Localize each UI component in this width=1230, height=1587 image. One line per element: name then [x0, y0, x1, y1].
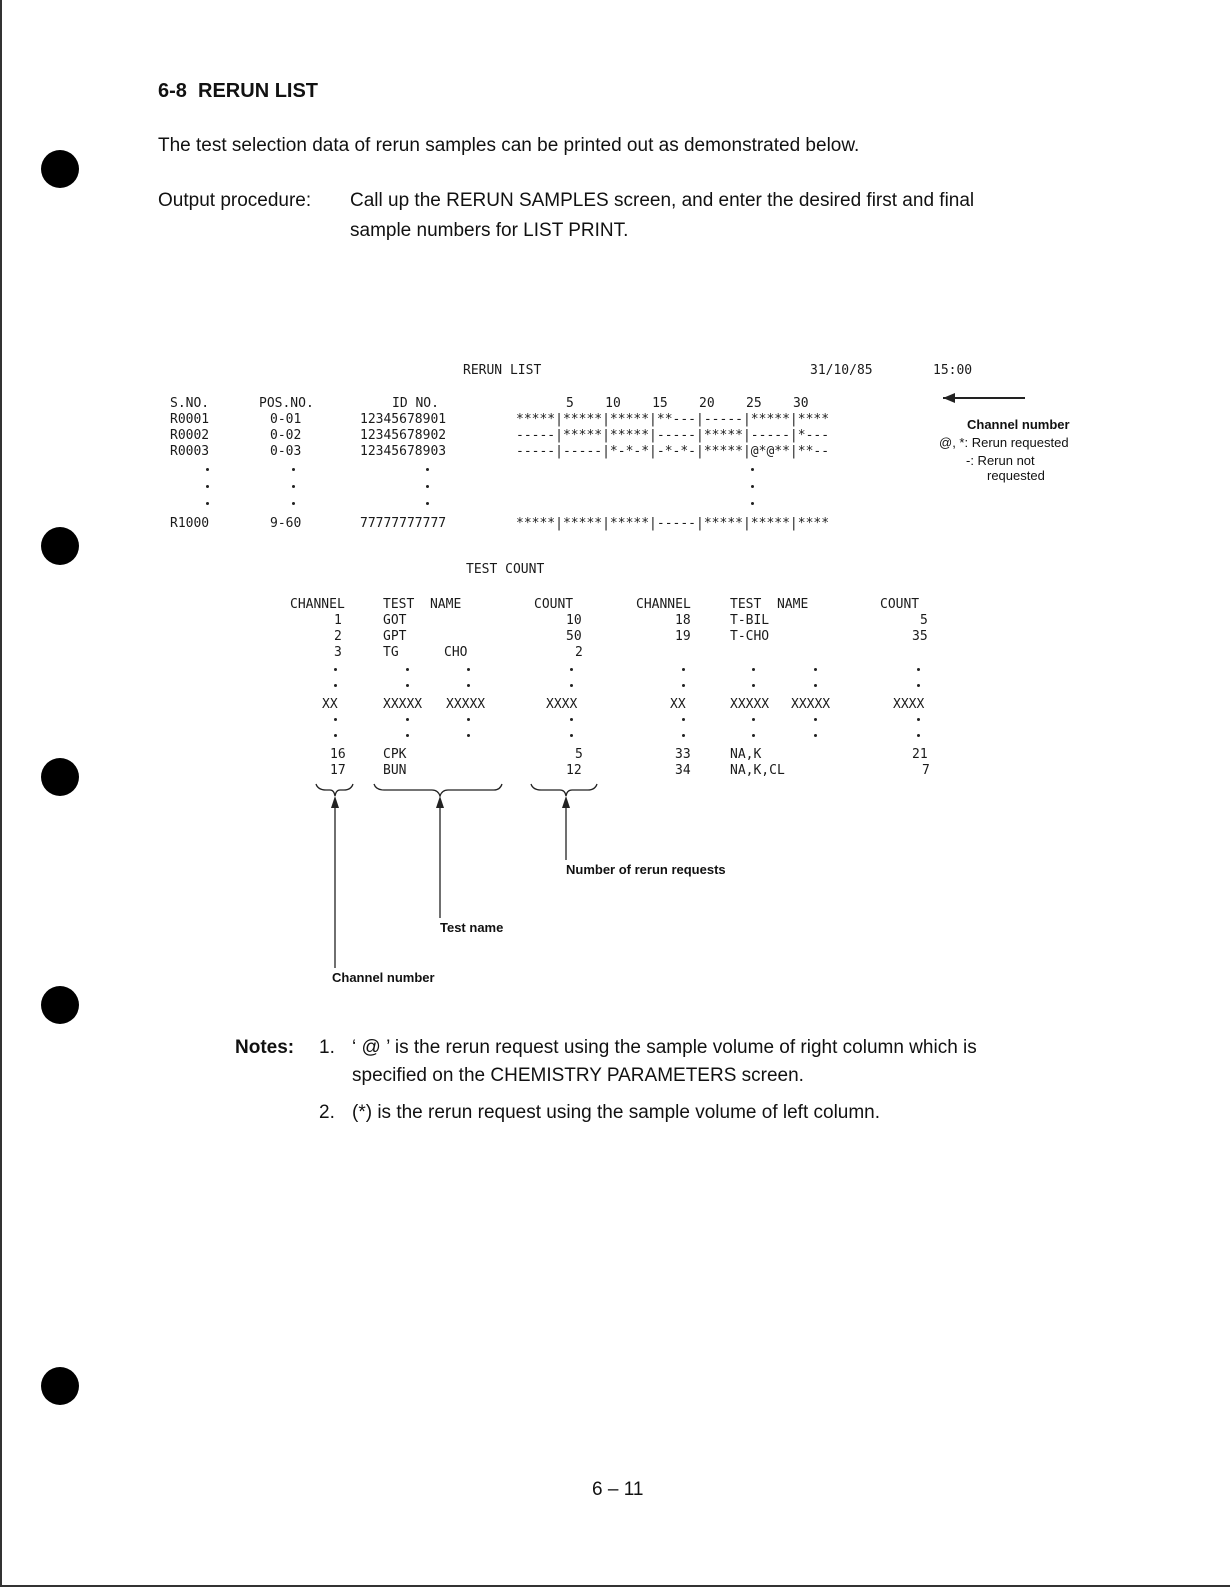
left-ch: 16	[330, 747, 346, 762]
left-header-count: COUNT	[534, 597, 574, 612]
ellipsis-dot	[814, 718, 817, 721]
row-pattern: *****|*****|*****|**---|-----|*****|****	[516, 412, 830, 427]
callout-rerun-requests: Number of rerun requests	[566, 862, 726, 877]
ellipsis-dot	[751, 502, 754, 505]
ellipsis-dot	[752, 718, 755, 721]
left-count: 10	[566, 613, 582, 628]
ellipsis-dot	[406, 718, 409, 721]
right-name: NA,K,CL	[730, 763, 785, 778]
ellipsis-dot	[682, 718, 685, 721]
left-count: 12	[566, 763, 582, 778]
ellipsis-dot	[206, 468, 209, 471]
left-ch: XX	[322, 697, 338, 712]
header-sno: S.NO.	[170, 396, 210, 411]
note-1-line-1: ‘ @ ’ is the rerun request using the sample volume of right column which is	[352, 1037, 977, 1058]
row-pattern: -----|*****|*****|-----|*****|-----|*---	[516, 428, 830, 443]
note-1-line-2: specified on the CHEMISTRY PARAMETERS screen.	[352, 1065, 804, 1086]
ellipsis-dot	[334, 684, 337, 687]
legend-rerun-not: -: Rerun not	[966, 453, 1035, 468]
left-name: CPK	[383, 747, 407, 762]
ellipsis-dot	[426, 485, 429, 488]
ellipsis-dot	[917, 718, 920, 721]
right-ch: 18	[675, 613, 691, 628]
ellipsis-dot	[292, 468, 295, 471]
left-count: 50	[566, 629, 582, 644]
row-sno: R0002	[170, 428, 210, 443]
right-ch: 34	[675, 763, 691, 778]
ellipsis-dot	[752, 684, 755, 687]
header-pos: POS.NO.	[259, 396, 314, 411]
procedure-label: Output procedure:	[158, 190, 312, 211]
right-ch: 19	[675, 629, 691, 644]
row-id: 12345678903	[360, 444, 447, 459]
ellipsis-dot	[752, 668, 755, 671]
binder-hole-3	[41, 758, 79, 796]
binder-hole-2	[41, 527, 79, 565]
ellipsis-dot	[467, 734, 470, 737]
ellipsis-dot	[570, 668, 573, 671]
legend-arrow-head	[943, 393, 955, 403]
ellipsis-dot	[570, 684, 573, 687]
ellipsis-dot	[292, 485, 295, 488]
row-pos: 0-03	[270, 444, 302, 459]
left-name: GOT	[383, 613, 407, 628]
row-pos: 0-02	[270, 428, 302, 443]
test-count-title: TEST COUNT	[466, 562, 545, 577]
intro-text: The test selection data of rerun samples can be printed out as demonstrated below.	[158, 135, 860, 156]
ellipsis-dot	[206, 502, 209, 505]
ellipsis-dot	[406, 684, 409, 687]
right-header-channel: CHANNEL	[636, 597, 691, 612]
right-count: 35	[912, 629, 928, 644]
ellipsis-dot	[570, 734, 573, 737]
notes-label: Notes:	[235, 1037, 295, 1058]
left-ch: 3	[334, 645, 342, 660]
ellipsis-dot	[814, 668, 817, 671]
ellipsis-dot	[682, 684, 685, 687]
right-ch: 33	[675, 747, 691, 762]
ellipsis-dot	[570, 718, 573, 721]
right-count: 7	[922, 763, 930, 778]
row-id: 12345678901	[360, 412, 447, 427]
right-name: NA,K	[730, 747, 762, 762]
right-name: T-CHO	[730, 629, 770, 644]
ellipsis-dot	[406, 734, 409, 737]
rerun-list-date: 31/10/85	[810, 363, 873, 378]
note-1-number: 1.	[319, 1037, 335, 1058]
legend-arrow	[943, 397, 1025, 399]
right-name: XXXXX	[730, 697, 770, 712]
ellipsis-dot	[426, 468, 429, 471]
ellipsis-dot	[467, 668, 470, 671]
note-2-line-1: (*) is the rerun request using the sample volume of left column.	[352, 1102, 881, 1123]
left-ch: 2	[334, 629, 342, 644]
ellipsis-dot	[814, 734, 817, 737]
left-name: GPT	[383, 629, 407, 644]
header-channel-scale: 5 10 15 20 25 30	[566, 396, 809, 411]
procedure-line-1: Call up the RERUN SAMPLES screen, and enter the desired first and final	[350, 190, 975, 211]
row-id: 77777777777	[360, 516, 447, 531]
ellipsis-dot	[814, 684, 817, 687]
binder-hole-4	[41, 986, 79, 1024]
right-header-count: COUNT	[880, 597, 920, 612]
note-2-number: 2.	[319, 1102, 335, 1123]
left-header-test: TEST NAME	[383, 597, 462, 612]
row-pattern: -----|-----|*-*-*|-*-*-|*****|@*@**|**--	[516, 444, 830, 459]
callout-test-name: Test name	[440, 920, 504, 935]
right-ch: XX	[670, 697, 686, 712]
binder-hole-1	[41, 150, 79, 188]
ellipsis-dot	[292, 502, 295, 505]
left-header-channel: CHANNEL	[290, 597, 345, 612]
ellipsis-dot	[467, 718, 470, 721]
left-ch: 1	[334, 613, 342, 628]
right-name-2: XXXXX	[791, 697, 831, 712]
section-heading: 6-8 RERUN LIST	[158, 80, 319, 102]
page-border-left	[0, 0, 2, 1587]
ellipsis-dot	[334, 734, 337, 737]
ellipsis-dot	[334, 668, 337, 671]
callout-channel-number: Channel number	[332, 970, 435, 985]
ellipsis-dot	[426, 502, 429, 505]
row-sno: R1000	[170, 516, 210, 531]
right-count: 21	[912, 747, 928, 762]
left-name-2: XXXXX	[446, 697, 486, 712]
ellipsis-dot	[206, 485, 209, 488]
right-name: T-BIL	[730, 613, 770, 628]
row-sno: R0001	[170, 412, 210, 427]
right-count: XXXX	[893, 697, 925, 712]
rerun-list-title: RERUN LIST	[463, 363, 542, 378]
ellipsis-dot	[751, 468, 754, 471]
left-count: 5	[575, 747, 583, 762]
ellipsis-dot	[751, 485, 754, 488]
ellipsis-dot	[917, 734, 920, 737]
right-count: 5	[920, 613, 928, 628]
header-id: ID NO.	[392, 396, 439, 411]
ellipsis-dot	[752, 734, 755, 737]
left-name: XXXXX	[383, 697, 423, 712]
row-pos: 0-01	[270, 412, 302, 427]
left-name: BUN	[383, 763, 407, 778]
left-ch: 17	[330, 763, 346, 778]
ellipsis-dot	[467, 684, 470, 687]
left-name-2: CHO	[444, 645, 468, 660]
ellipsis-dot	[682, 668, 685, 671]
procedure-line-2: sample numbers for LIST PRINT.	[350, 220, 629, 241]
ellipsis-dot	[917, 668, 920, 671]
ellipsis-dot	[682, 734, 685, 737]
row-pos: 9-60	[270, 516, 302, 531]
binder-hole-5	[41, 1367, 79, 1405]
legend-rerun-requested: @, *: Rerun requested	[939, 435, 1069, 450]
ellipsis-dot	[334, 718, 337, 721]
left-name: TG	[383, 645, 399, 660]
rerun-list-time: 15:00	[933, 363, 973, 378]
left-count: 2	[575, 645, 583, 660]
ellipsis-dot	[917, 684, 920, 687]
row-id: 12345678902	[360, 428, 447, 443]
row-pattern: *****|*****|*****|-----|*****|*****|****	[516, 516, 830, 531]
row-sno: R0003	[170, 444, 210, 459]
legend-channel-number: Channel number	[967, 417, 1070, 432]
left-count: XXXX	[546, 697, 578, 712]
right-header-test: TEST NAME	[730, 597, 809, 612]
page-number: 6 – 11	[592, 1479, 644, 1500]
legend-rerun-not-2: requested	[987, 468, 1045, 483]
ellipsis-dot	[406, 668, 409, 671]
